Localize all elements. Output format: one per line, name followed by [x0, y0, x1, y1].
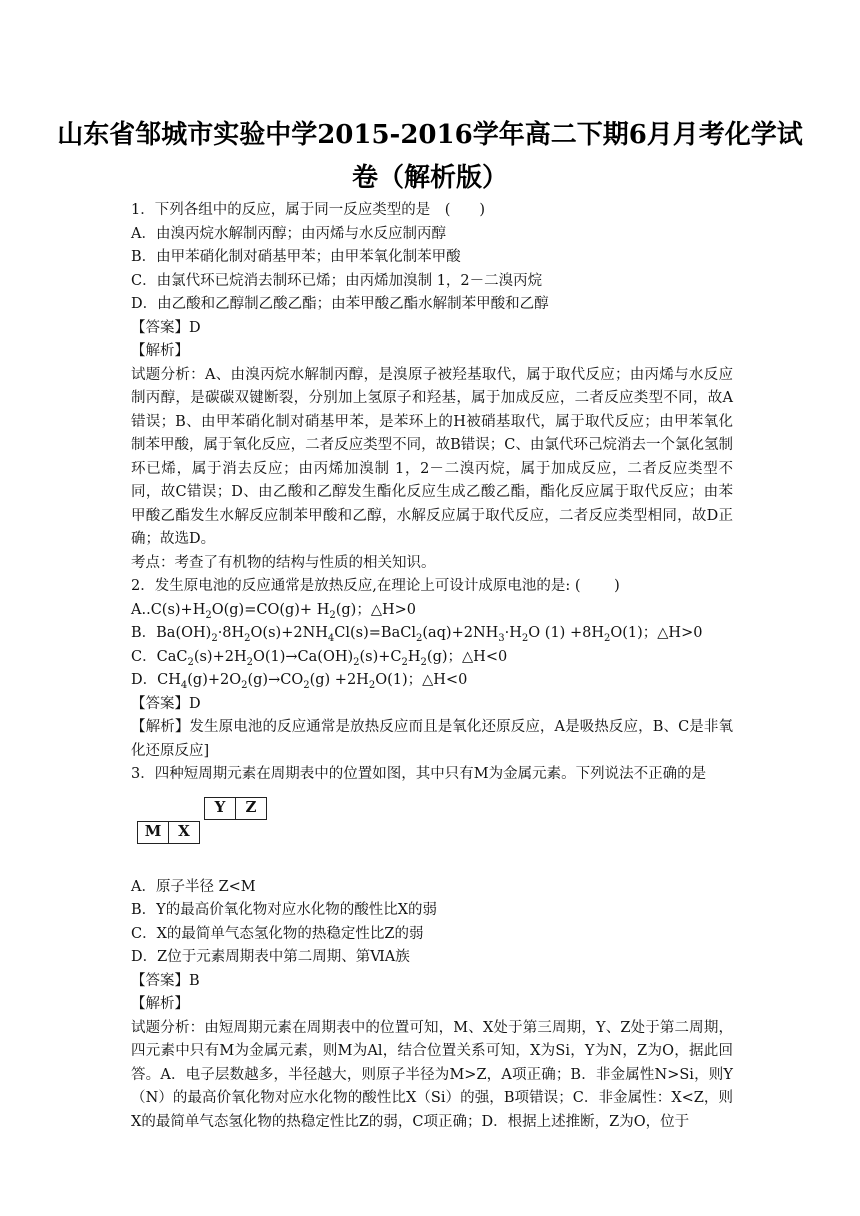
q3-option-a: A．原子半径 Z<M [131, 878, 256, 895]
q2-analysis: 【解析】发生原电池的反应通常是放热反应而且是氧化还原反应，A是吸热反应，B、C是非氧化还原反应] [131, 719, 733, 759]
q3-option-b: B．Y的最高价氧化物对应水化物的酸性比X的弱 [131, 902, 438, 918]
periodic-table-fragment [131, 787, 733, 876]
q1-option-d: D．由乙酸和乙醇制乙酸乙酯；由苯甲酸乙酯水解制苯甲酸和乙醇 [131, 296, 549, 312]
q3-answer: 【答案】B [131, 972, 200, 989]
cell-m: M [137, 821, 169, 844]
q1-analysis: 试题分析：A、由溴丙烷水解制丙醇，是溴原子被羟基取代，属于取代反应；由丙烯与水反应制丙醇，是碳碳双键断裂，分别加上氢原子和羟基，属于加成反应，二者反应类型不同，故A错误；B、由甲苯硝化制对硝基甲苯，是苯环上的H被硝基取代，属于取代反应；由甲苯氧化制苯甲酸，属于氧化反应，二者反应类型不同，故B错误；C、由氯代环己烷消去一个氯化氢制环已烯，属于消去反应；由丙烯加溴制 1，2－二溴丙烷，属于加成反应，二者反应类型不同，故C错误；D、由乙酸和乙醇发生酯化反应生成乙酸乙酯，酯化反应属于取代反应；由苯甲酸乙酯发生水解反应制苯甲酸和乙醇，水解反应属于取代反应，二者反应类型相同，故D正确；故选D。 [131, 366, 733, 547]
q2-option-a: $A..C(s)+H_2O(g)=CO(g)+ H_2(g)$；△H>0 [131, 601, 416, 621]
cell-z: Z [235, 797, 267, 820]
cell-x: X [168, 821, 200, 844]
q1-stem: 1．下列各组中的反应，属于同一反应类型的是 ( ) [131, 202, 486, 218]
q1-answer: 【答案】D [131, 319, 201, 336]
q1-option-c: C．由氯代环已烷消去制环已烯；由丙烯加溴制 1，2－二溴丙烷 [131, 272, 543, 289]
cell-y: Y [204, 797, 236, 820]
q1-option-b: B．由甲苯硝化制对硝基甲苯；由甲苯氧化制苯甲酸 [131, 249, 461, 265]
q3-analysis-label: 【解析】 [131, 996, 189, 1012]
q1-analysis-label: 【解析】 [131, 343, 189, 359]
q3-option-c: C．X的最简单气态氢化物的热稳定性比Z的弱 [131, 925, 424, 942]
q2-option-d: D．$CH_4(g)+2O_2(g)\to CO_2(g) +2H_2O(1)$；△H<0 [131, 672, 468, 691]
document-title-line-2: 卷（解析版） [351, 163, 508, 193]
q2-option-b: B．$Ba(OH)_2\cdot 8H_2O(s)+2NH_4Cl(s)=BaCl_2(aq)+2NH_3\cdot H_2O$ $(1) +8H_2O(1)$；△H>0 [131, 625, 703, 644]
q2-stem: 2．发生原电池的反应通常是放热反应,在理论上可设计成原电池的是: ( ) [131, 578, 620, 594]
q1-kaodian: 考点：考查了有机物的结构与性质的相关知识。 [131, 554, 436, 571]
document-title-line-1: 山东省邹城市实验中学2015-2016学年高二下期6月月考化学试 [57, 120, 803, 150]
document-body [131, 199, 733, 1134]
q2-answer: 【答案】D [131, 695, 201, 712]
q3-analysis: 试题分析：由短周期元素在周期表中的位置可知，M、X处于第三周期，Y、Z处于第二周期，四元素中只有M为金属元素，则M为Al，结合位置关系可知，X为Si，Y为N，Z为O，据此回答。A．电子层数越多，半径越大，则原子半径为M>Z，A项正确；B．非金属性N>Si，则Y（N）的最高价氧化物对应水化物的酸性比X（Si）的强，B项错误；C．非金属性：X<Z，则X的最简单气态氢化物的热稳定性比Z的弱，C项正确；D．根据上述推断，Z为O，位于 [131, 1019, 733, 1130]
q3-stem: 3．四种短周期元素在周期表中的位置如图，其中只有M为金属元素。下列说法不正确的是 [131, 766, 707, 782]
q1-option-a: A．由溴丙烷水解制丙醇；由丙烯与水反应制丙醇 [131, 225, 446, 242]
q2-option-c: C．$CaC_2(s)+2H_2O(1)\to Ca(OH)_2(s)+C_2H_2(g)$；△H<0 [131, 648, 508, 668]
q3-option-d: D．Z位于元素周期表中第二周期、第ⅥA族 [131, 949, 410, 965]
